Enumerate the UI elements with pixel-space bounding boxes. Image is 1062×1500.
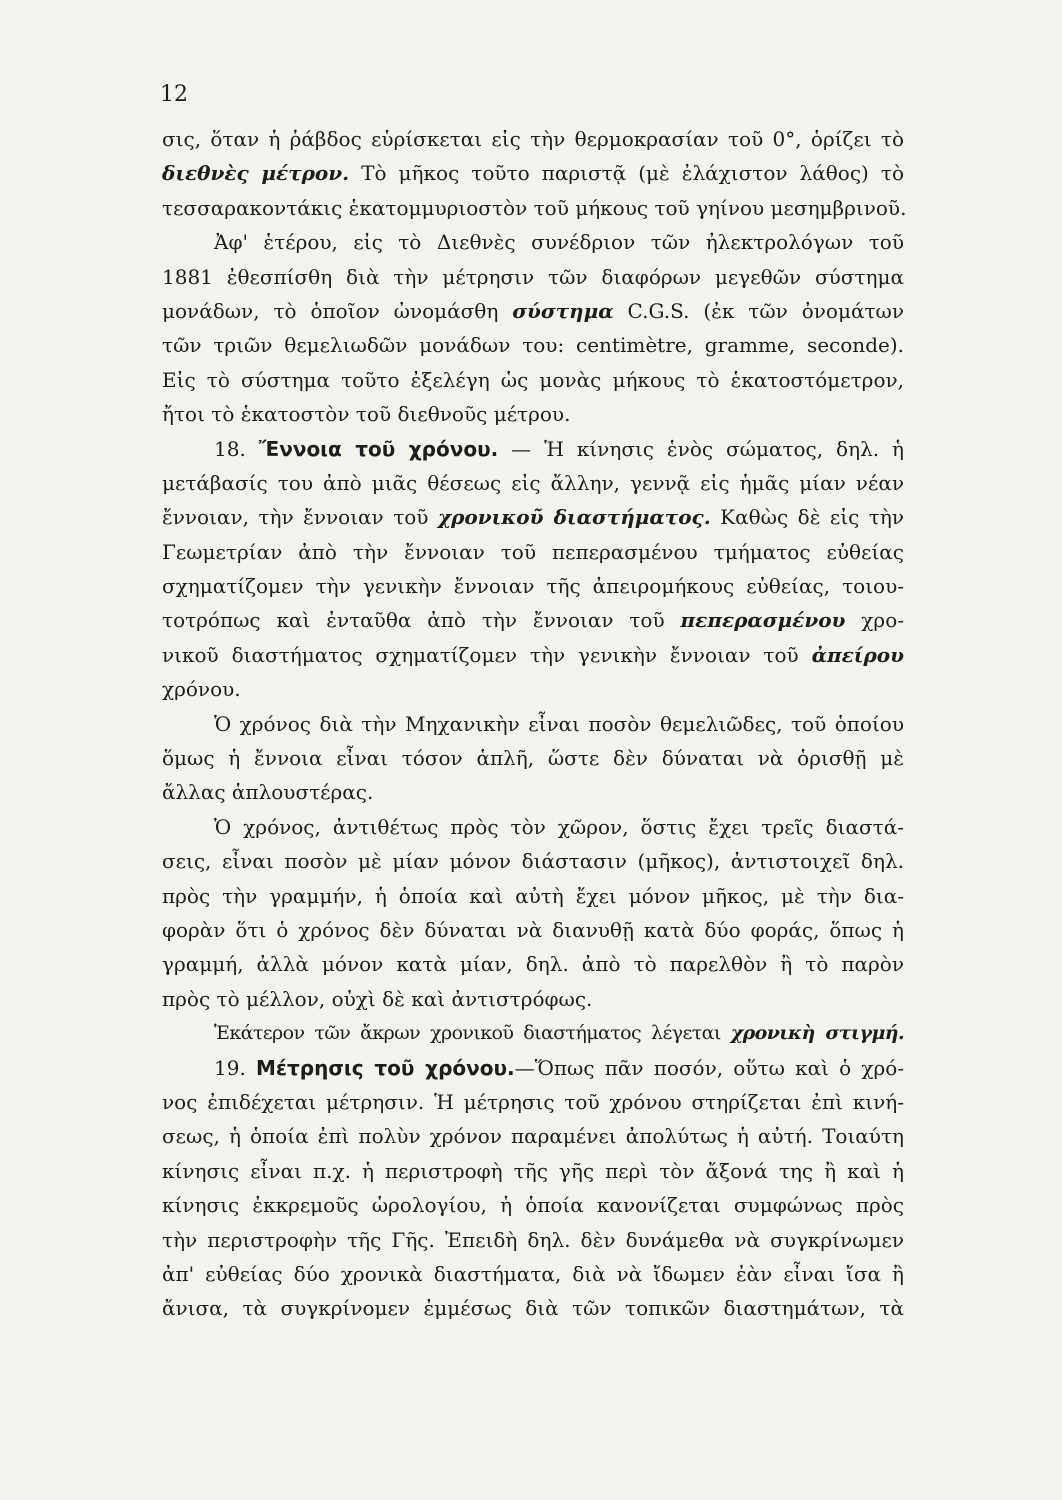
emphasis: πεπερασμένου [680,608,846,633]
text-line: πρὸς τὸ μέλλον, οὐχὶ δὲ καὶ ἀντιστρόφως. [162,986,593,1011]
text-line: ἔννοιαν, τὴν ἔννοιαν τοῦ χρονικοῦ διαστήματος. Καθὼς δὲ εἰς τὴν [162,505,904,530]
text-line: χρόνου. [162,677,241,702]
text-line: μετάβασίς του ἀπὸ μιᾶς θέσεως εἰς ἄλλην, γεννᾷ εἰς ἡμᾶς μίαν νέαν [162,470,904,495]
text-line: τὴν περιστροφὴν τῆς Γῆς. Ἐπειδὴ δηλ. δὲν δυνάμεθα νὰ συγκρίνωμεν [162,1227,904,1252]
text-line: Εἰς τὸ σύστημα τοῦτο ἐξελέγη ὡς μονὰς μήκους τὸ ἑκατοστόμετρον, [162,367,904,392]
page-number: 12 [160,82,188,107]
text-line: Ἀφ' ἑτέρου, εἰς τὸ Διεθνὲς συνέδριον τῶν ἠλεκτρολόγων τοῦ [214,230,904,255]
text-line: ἄλλας ἁπλουστέρας. [162,780,374,805]
text-line: διεθνὲς μέτρον. Τὸ μῆκος τοῦτο παριστᾷ (μὲ ἐλάχιστον λάθος) τὸ [162,161,904,186]
section-heading: Ἔννοια τοῦ χρόνου. [258,436,499,461]
text-line: ἀπ' εὐθείας δύο χρονικὰ διαστήματα, διὰ νὰ ἴδωμεν ἐὰν εἶναι ἴσα ἢ [162,1261,904,1286]
text-line: Γεωμετρίαν ἀπὸ τὴν ἔννοιαν τοῦ πεπερασμένου τμήματος εὐθείας [162,539,904,564]
emphasis: ἀπείρου [811,642,904,667]
text-line: πρὸς τὴν γραμμήν, ἡ ὁποία καὶ αὐτὴ ἔχει μόνον μῆκος, μὲ τὴν δια- [162,883,904,908]
text-line: σις, ὅταν ἡ ῥάβδος εὑρίσκεται εἰς τὴν θερμοκρασίαν τοῦ 0°, ὁρίζει τὸ [162,127,904,151]
text-line: σχηματίζομεν τὴν γενικὴν ἔννοιαν τῆς ἀπειρομήκους εὐθείας, τοιου- [162,574,904,599]
section-heading-line: 19. Μέτρησις τοῦ χρόνου.—Ὅπως πᾶν ποσόν, οὕτω καὶ ὁ χρό- [214,1055,905,1080]
emphasis: διεθνὲς μέτρον. [162,161,350,186]
text-line: γραμμή, ἀλλὰ μόνον κατὰ μίαν, δηλ. ἀπὸ τὸ παρελθὸν ἢ τὸ παρὸν [162,952,904,977]
text-line: ἤτοι τὸ ἑκατοστὸν τοῦ διεθνοῦς μέτρου. [162,402,571,427]
text-line: μονάδων, τὸ ὁποῖον ὠνομάσθη σύστημα C.G.S. (ἐκ τῶν ὀνομάτων [162,298,904,323]
text-line: ὅμως ἡ ἔννοια εἶναι τόσον ἁπλῆ, ὥστε δὲν δύναται νὰ ὁρισθῇ μὲ [162,746,904,771]
text-line: σεως, ἡ ὁποία ἐπὶ πολὺν χρόνον παραμένει ἀπολύτως ἡ αὐτή. Τοιαύτη [162,1124,904,1149]
text-line: νικοῦ διαστήματος σχηματίζομεν τὴν γενικὴν ἔννοιαν τοῦ ἀπείρου [162,642,904,667]
text-line: Ὁ χρόνος, ἀντιθέτως πρὸς τὸν χῶρον, ὅστις ἔχει τρεῖς διαστά- [214,814,904,839]
text-line: κίνησις ἐκκρεμοῦς ὡρολογίου, ἡ ὁποία κανονίζεται συμφώνως πρὸς [162,1193,904,1218]
text-line: φορὰν ὅτι ὁ χρόνος δὲν δύναται νὰ διανυθῇ κατὰ δύο φοράς, ὅπως ἡ [162,917,904,942]
text-line: τῶν τριῶν θεμελιωδῶν μονάδων του: centimètre, gramme, seconde). [162,333,904,358]
emphasis: χρονικοῦ διαστήματος. [437,505,711,530]
text-line: Ἑκάτερον τῶν ἄκρων χρονικοῦ διαστήματος λέγεται χρονικὴ στιγμή. [214,1022,904,1045]
body-text [162,122,907,1326]
emphasis: χρονικὴ στιγμή. [730,1022,904,1045]
emphasis: σύστημα [512,298,614,323]
text-line: Ὁ χρόνος διὰ τὴν Μηχανικὴν εἶναι ποσὸν θεμελιῶδες, τοῦ ὁποίου [214,711,904,736]
text-line: ἄνισα, τὰ συγκρίνομεν ἐμμέσως διὰ τῶν τοπικῶν διαστημάτων, τὰ [162,1296,904,1321]
text-line: τοτρόπως καὶ ἐνταῦθα ἀπὸ τὴν ἔννοιαν τοῦ πεπερασμένου χρο- [162,608,904,633]
section-heading: Μέτρησις τοῦ χρόνου. [256,1055,515,1080]
text-line: κίνησις εἶναι π.χ. ἡ περιστροφὴ τῆς γῆς περὶ τὸν ἄξονά της ἢ καὶ ἡ [162,1158,904,1183]
text-line: νος ἐπιδέχεται μέτρησιν. Ἡ μέτρησις τοῦ χρόνου στηρίζεται ἐπὶ κινή- [162,1089,904,1114]
section-heading-line: 18. Ἔννοια τοῦ χρόνου. — Ἡ κίνησις ἑνὸς σώματος, δηλ. ἡ [214,436,905,461]
text-line: σεις, εἶναι ποσὸν μὲ μίαν μόνον διάστασιν (μῆκος), ἀντιστοιχεῖ δηλ. [162,849,904,874]
text-line: 1881 ἐθεσπίσθη διὰ τὴν μέτρησιν τῶν διαφόρων μεγεθῶν σύστημα [162,264,904,289]
text-line: τεσσαρακοντάκις ἑκατομμυριοστὸν τοῦ μήκους τοῦ γηίνου μεσημβρινοῦ. [162,195,907,220]
